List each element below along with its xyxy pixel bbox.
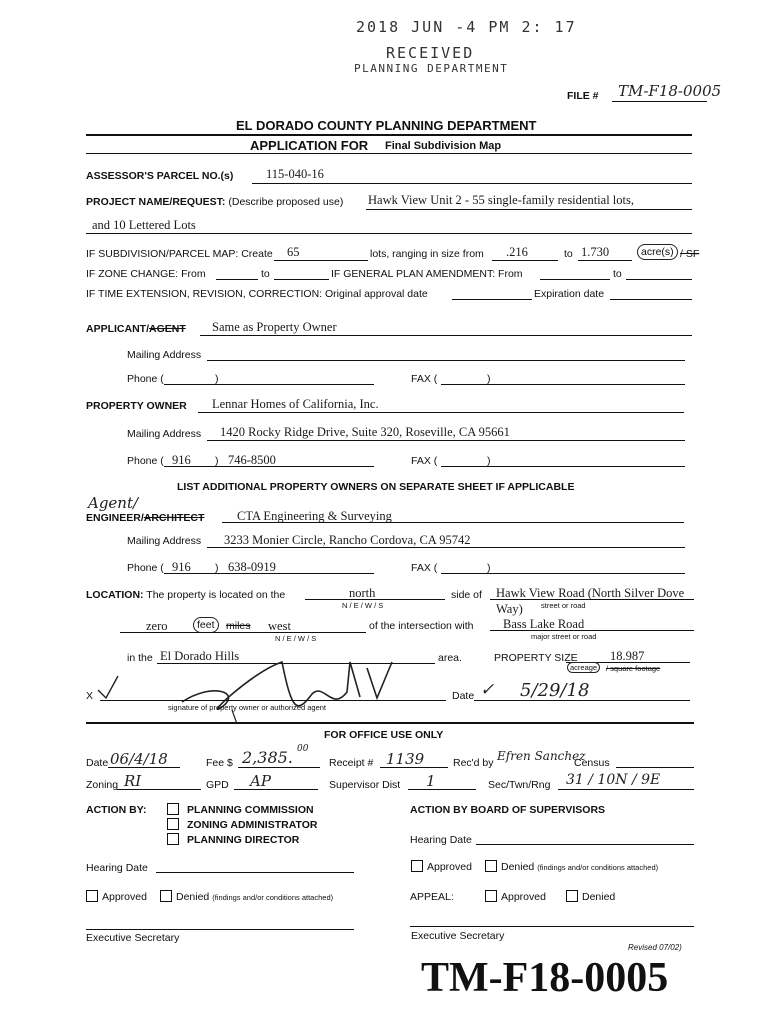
sec-twn-rng-label: Sec/Twn/Rng bbox=[488, 779, 551, 791]
owner-mailing-label: Mailing Address bbox=[127, 428, 202, 440]
file-number-value: TM-F18-0005 bbox=[618, 82, 722, 100]
property-size-label: PROPERTY SIZE bbox=[494, 652, 578, 664]
property-size-value: 18.987 bbox=[610, 649, 645, 663]
architect-struck: ARCHITECT bbox=[143, 512, 205, 524]
engineer-mailing-label: Mailing Address bbox=[127, 535, 202, 547]
file-number-label: FILE # bbox=[567, 90, 599, 102]
subdivision-lots: 65 bbox=[287, 245, 300, 259]
signature-date-label: Date bbox=[452, 690, 475, 702]
location-text: The property is located on the bbox=[146, 589, 286, 601]
appeal-approved-checkbox[interactable] bbox=[485, 890, 497, 902]
denied-label: Denied bbox=[176, 891, 210, 903]
planning-commission-checkbox[interactable] bbox=[167, 803, 179, 815]
zoning-value: RI bbox=[124, 772, 142, 790]
miles-struck: miles bbox=[226, 620, 251, 632]
planning-commission-label: PLANNING COMMISSION bbox=[187, 804, 314, 816]
fee-label: Fee $ bbox=[206, 757, 233, 769]
approved-checkbox[interactable] bbox=[86, 890, 98, 902]
owner-phone-number: 746-8500 bbox=[228, 453, 276, 467]
bos-hearing-date-label: Hearing Date bbox=[410, 834, 472, 846]
recd-by-value: Efren Sanchez bbox=[497, 749, 586, 763]
lot-size-to: 1.730 bbox=[581, 245, 610, 259]
findings-note: (findings and/or conditions attached) bbox=[212, 893, 334, 902]
applicant-fax-close: ) bbox=[487, 373, 491, 385]
location-label: LOCATION: bbox=[86, 589, 144, 601]
project-label: PROJECT NAME/REQUEST: bbox=[86, 196, 226, 208]
apn-label: ASSESSOR'S PARCEL NO.(s) bbox=[86, 170, 234, 182]
appeal-denied-checkbox[interactable] bbox=[566, 890, 578, 902]
engineer-label: ENGINEER/ bbox=[86, 512, 144, 524]
road-name-cont: Way) bbox=[496, 602, 523, 616]
receipt-number: 1139 bbox=[386, 750, 425, 768]
office-date-label: Date bbox=[86, 757, 109, 769]
application-for-label: APPLICATION FOR bbox=[250, 138, 369, 153]
owner-fax-label: FAX ( bbox=[411, 455, 438, 467]
location-direction: north bbox=[349, 586, 376, 600]
applicant-label: APPLICANT/ bbox=[86, 323, 149, 335]
applicant-value: Same as Property Owner bbox=[212, 320, 337, 334]
gpd-value: AP bbox=[250, 772, 271, 790]
engineer-address: 3233 Monier Circle, Rancho Cordova, CA 95742 bbox=[224, 533, 471, 547]
subdivision-mid-text: lots, ranging in size from bbox=[370, 248, 484, 260]
project-hint: (Describe proposed use) bbox=[228, 196, 344, 208]
applicant-phone-label: Phone ( bbox=[127, 373, 164, 385]
engineer-fax-label: FAX ( bbox=[411, 562, 438, 574]
zoning-administrator-label: ZONING ADMINISTRATOR bbox=[187, 819, 318, 831]
extension-label: IF TIME EXTENSION, REVISION, CORRECTION: Original approval date bbox=[86, 288, 428, 300]
applicant-fax-label: FAX ( bbox=[411, 373, 438, 385]
list-additional-owners-note: LIST ADDITIONAL PROPERTY OWNERS ON SEPARATE SHEET IF APPLICABLE bbox=[177, 481, 575, 493]
major-street-hint: major street or road bbox=[531, 632, 597, 641]
zoning-label: Zoning bbox=[86, 779, 119, 791]
project-description-line2: and 10 Lettered Lots bbox=[92, 218, 196, 232]
fee-value: 2,385. bbox=[242, 748, 293, 767]
bos-action-label: ACTION BY BOARD OF SUPERVISORS bbox=[410, 804, 606, 816]
supervisor-dist-value: 1 bbox=[426, 772, 436, 790]
owner-address: 1420 Rocky Ridge Drive, Suite 320, Roseville, CA 95661 bbox=[220, 425, 510, 439]
gpd-label: GPD bbox=[206, 779, 229, 791]
received-stamp-label: RECEIVED bbox=[386, 44, 475, 62]
project-description-line1: Hawk View Unit 2 - 55 single-family residential lots, bbox=[368, 193, 634, 207]
feet-circled: feet bbox=[193, 617, 219, 633]
bos-approved-label: Approved bbox=[427, 861, 472, 873]
receipt-label: Receipt # bbox=[329, 757, 374, 769]
applicant-phone-close: ) bbox=[215, 373, 219, 385]
supervisor-dist-label: Supervisor Dist bbox=[329, 779, 401, 791]
bos-executive-secretary-label: Executive Secretary bbox=[411, 930, 505, 942]
planning-director-label: PLANNING DIRECTOR bbox=[187, 834, 300, 846]
lot-size-to-label: to bbox=[564, 248, 573, 260]
sec-twn-rng-value: 31 / 10N / 9E bbox=[566, 772, 661, 788]
road-name: Hawk View Road (North Silver Dove bbox=[496, 586, 685, 600]
direction-hint: N / E / W / S bbox=[342, 601, 384, 610]
owner-value: Lennar Homes of California, Inc. bbox=[212, 397, 379, 411]
bos-approved-checkbox[interactable] bbox=[411, 860, 423, 872]
expiration-label: Expiration date bbox=[534, 288, 605, 300]
received-stamp-datetime: 2018 JUN -4 PM 2: 17 bbox=[356, 18, 577, 36]
street-hint: street or road bbox=[541, 601, 586, 610]
acres-circled: acre(s) bbox=[637, 244, 678, 260]
engineer-phone-area: 916 bbox=[172, 560, 191, 574]
signature-label: signature of property owner or authorized agent bbox=[168, 703, 327, 712]
agent-handwritten: Agent/ bbox=[88, 494, 139, 512]
bos-findings-note: (findings and/or conditions attached) bbox=[537, 863, 659, 872]
application-type: Final Subdivision Map bbox=[385, 140, 502, 152]
executive-secretary-label: Executive Secretary bbox=[86, 932, 180, 944]
owner-label: PROPERTY OWNER bbox=[86, 400, 187, 412]
agent-struck: AGENT bbox=[149, 323, 186, 335]
bos-denied-label: Denied bbox=[501, 861, 535, 873]
hearing-date-label: Hearing Date bbox=[86, 862, 148, 874]
acreage-circled: acreage bbox=[567, 662, 600, 673]
engineer-phone-label: Phone ( bbox=[127, 562, 164, 574]
action-by-label: ACTION BY: bbox=[86, 804, 147, 816]
census-label: Census bbox=[574, 757, 610, 769]
zoning-administrator-checkbox[interactable] bbox=[167, 818, 179, 830]
gpa-to: to bbox=[613, 268, 622, 280]
page-title: EL DORADO COUNTY PLANNING DEPARTMENT bbox=[236, 118, 537, 133]
subdivision-prefix: IF SUBDIVISION/PARCEL MAP: Create bbox=[86, 248, 273, 260]
signature-x: X bbox=[86, 690, 94, 702]
area-name: El Dorado Hills bbox=[160, 649, 240, 663]
office-use-title: FOR OFFICE USE ONLY bbox=[324, 729, 444, 741]
fee-cents: 00 bbox=[297, 744, 309, 754]
signature-date-checkmark: ✓ bbox=[480, 680, 495, 700]
bos-denied-checkbox[interactable] bbox=[485, 860, 497, 872]
side-of-label: side of bbox=[451, 589, 482, 601]
revised-note: Revised 07/02) bbox=[628, 943, 682, 952]
location-distance: zero bbox=[146, 619, 168, 633]
engineer-value: CTA Engineering & Surveying bbox=[237, 509, 392, 523]
approved-label: Approved bbox=[102, 891, 147, 903]
zone-change-label: IF ZONE CHANGE: From bbox=[86, 268, 206, 280]
engineer-phone-number: 638-0919 bbox=[228, 560, 276, 574]
apn-value: 115-040-16 bbox=[266, 167, 324, 181]
sf-struck: / SF bbox=[680, 248, 700, 260]
recd-by-label: Rec'd by bbox=[453, 757, 494, 769]
planning-director-checkbox[interactable] bbox=[167, 833, 179, 845]
denied-checkbox[interactable] bbox=[160, 890, 172, 902]
square-footage-struck: / square footage bbox=[606, 664, 661, 673]
signature-date: 5/29/18 bbox=[520, 680, 590, 701]
office-date: 06/4/18 bbox=[110, 750, 168, 768]
applicant-mailing-label: Mailing Address bbox=[127, 349, 202, 361]
owner-phone-area: 916 bbox=[172, 453, 191, 467]
big-file-number: TM-F18-0005 bbox=[421, 955, 669, 1001]
appeal-denied-label: Denied bbox=[582, 891, 616, 903]
gpa-label: IF GENERAL PLAN AMENDMENT: From bbox=[331, 268, 523, 280]
area-label: area. bbox=[438, 652, 462, 664]
direction-hint-2: N / E / W / S bbox=[275, 634, 317, 643]
in-the-label: in the bbox=[127, 652, 153, 664]
major-road-name: Bass Lake Road bbox=[503, 617, 585, 631]
location-direction-2: west bbox=[268, 619, 291, 633]
signature-scribble bbox=[92, 652, 412, 724]
zone-change-to: to bbox=[261, 268, 270, 280]
intersection-label: of the intersection with bbox=[369, 620, 474, 632]
lot-size-from: .216 bbox=[506, 245, 528, 259]
received-stamp-department: PLANNING DEPARTMENT bbox=[354, 62, 509, 75]
appeal-label: APPEAL: bbox=[410, 891, 454, 903]
appeal-approved-label: Approved bbox=[501, 891, 546, 903]
owner-phone-label: Phone ( bbox=[127, 455, 164, 467]
